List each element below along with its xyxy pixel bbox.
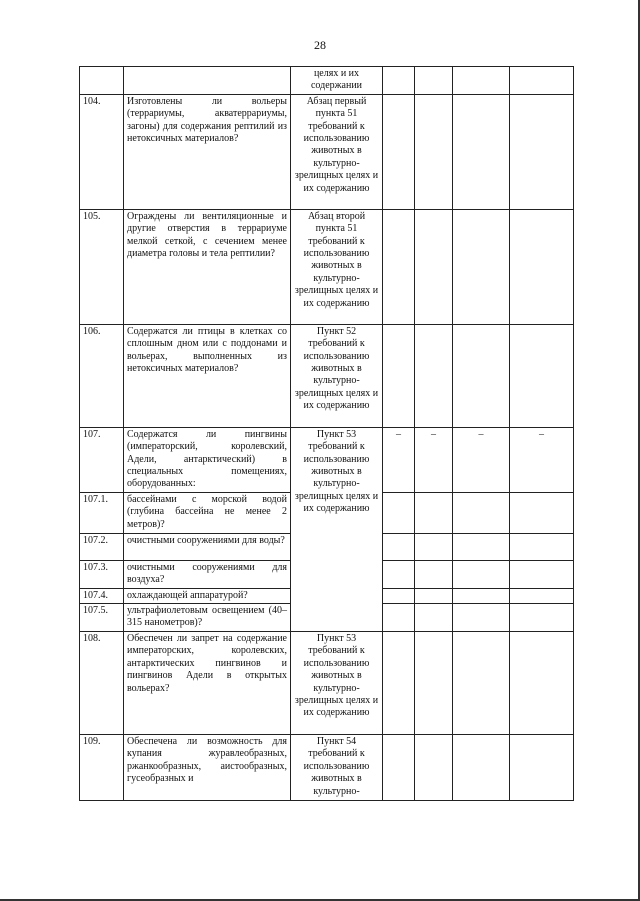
row-number: 107.2. — [80, 533, 124, 560]
answer-yes-cell[interactable] — [383, 734, 415, 800]
answer-no-cell: – — [415, 427, 453, 492]
row-number: 109. — [80, 734, 124, 800]
answer-na-cell[interactable] — [453, 604, 510, 632]
question-text: Обеспечена ли возможность для купания журавлеобразных, ржанкообразных, аистообразных, гусеобразных и — [124, 734, 291, 800]
comment-cell[interactable] — [510, 94, 574, 209]
answer-na-cell[interactable] — [453, 734, 510, 800]
row-number: 106. — [80, 324, 124, 427]
answer-no-cell[interactable] — [415, 631, 453, 734]
row-number: 108. — [80, 631, 124, 734]
requirement-reference: Абзац первый пункта 51 требований к использованию животных в культурно-зрелищных целях и их содержанию — [291, 94, 383, 209]
answer-na-cell[interactable] — [453, 67, 510, 95]
row-number: 107.3. — [80, 560, 124, 588]
answer-yes-cell[interactable] — [383, 604, 415, 632]
question-text — [124, 67, 291, 95]
row-number: 107. — [80, 427, 124, 492]
answer-no-cell[interactable] — [415, 209, 453, 324]
comment-cell[interactable] — [510, 533, 574, 560]
requirement-reference: целях и их содержании — [291, 67, 383, 95]
question-text: ультрафиолетовым освещением (40–315 нанометров)? — [124, 604, 291, 632]
requirement-reference: Пункт 54 требований к использованию животных в культурно- — [291, 734, 383, 800]
row-number: 104. — [80, 94, 124, 209]
answer-yes-cell[interactable] — [383, 67, 415, 95]
question-text: очистными сооружениями для воздуха? — [124, 560, 291, 588]
table-row — [80, 631, 574, 734]
answer-yes-cell[interactable] — [383, 94, 415, 209]
comment-cell[interactable] — [510, 631, 574, 734]
question-text: Содержатся ли птицы в клетках со сплошным дном или с поддонами и вольерах, выполненных из нетоксичных материалов? — [124, 324, 291, 427]
row-number: 107.4. — [80, 588, 124, 603]
answer-yes-cell[interactable] — [383, 588, 415, 603]
answer-no-cell[interactable] — [415, 67, 453, 95]
answer-na-cell[interactable] — [453, 324, 510, 427]
comment-cell[interactable] — [510, 67, 574, 95]
answer-na-cell[interactable] — [453, 209, 510, 324]
row-number — [80, 67, 124, 95]
answer-na-cell[interactable] — [453, 533, 510, 560]
requirement-reference: Пункт 52 требований к использованию животных в культурно-зрелищных целях и их содержанию — [291, 324, 383, 427]
answer-na-cell: – — [453, 427, 510, 492]
answer-na-cell[interactable] — [453, 492, 510, 533]
comment-cell[interactable] — [510, 209, 574, 324]
comment-cell: – — [510, 427, 574, 492]
answer-no-cell[interactable] — [415, 734, 453, 800]
answer-no-cell[interactable] — [415, 492, 453, 533]
question-text: бассейнами с морской водой (глубина бассейна не менее 2 метров)? — [124, 492, 291, 533]
question-text: очистными сооружениями для воды? — [124, 533, 291, 560]
answer-no-cell[interactable] — [415, 604, 453, 632]
answer-na-cell[interactable] — [453, 631, 510, 734]
table-row — [80, 324, 574, 427]
question-text: Изготовлены ли вольеры (террариумы, акватеррариумы, загоны) для содержания рептилий из нетоксичных материалов? — [124, 94, 291, 209]
table-row — [80, 209, 574, 324]
answer-no-cell[interactable] — [415, 324, 453, 427]
answer-yes-cell: – — [383, 427, 415, 492]
question-text: Ограждены ли вентиляционные и другие отверстия в террариуме мелкой сеткой, с сечением менее диаметра головы и тела рептилии? — [124, 209, 291, 324]
page-number: 28 — [314, 38, 326, 52]
table-row — [80, 94, 574, 209]
question-text: Обеспечен ли запрет на содержание императорских, королевских, антарктических пингвинов и пингвинов Адели в открытых вольерах? — [124, 631, 291, 734]
row-number: 107.5. — [80, 604, 124, 632]
question-text: охлаждающей аппаратурой? — [124, 588, 291, 603]
table-row — [80, 427, 574, 492]
answer-yes-cell[interactable] — [383, 533, 415, 560]
table-row — [80, 734, 574, 800]
answer-na-cell[interactable] — [453, 94, 510, 209]
answer-yes-cell[interactable] — [383, 631, 415, 734]
comment-cell[interactable] — [510, 560, 574, 588]
answer-no-cell[interactable] — [415, 533, 453, 560]
comment-cell[interactable] — [510, 734, 574, 800]
question-text: Содержатся ли пингвины (императорский, королевский, Адели, антарктический) в специальных помещениях, оборудованных: — [124, 427, 291, 492]
answer-no-cell[interactable] — [415, 560, 453, 588]
answer-na-cell[interactable] — [453, 560, 510, 588]
requirement-reference: Абзац второй пункта 51 требований к использованию животных в культурно-зрелищных целях и их содержанию — [291, 209, 383, 324]
row-number: 105. — [80, 209, 124, 324]
answer-yes-cell[interactable] — [383, 560, 415, 588]
answer-yes-cell[interactable] — [383, 324, 415, 427]
answer-na-cell[interactable] — [453, 588, 510, 603]
checklist-table — [79, 66, 574, 801]
requirement-reference: Пункт 53 требований к использованию животных в культурно-зрелищных целях и их содержанию — [291, 427, 383, 631]
table-row — [80, 67, 574, 95]
answer-no-cell[interactable] — [415, 588, 453, 603]
comment-cell[interactable] — [510, 588, 574, 603]
comment-cell[interactable] — [510, 492, 574, 533]
answer-no-cell[interactable] — [415, 94, 453, 209]
comment-cell[interactable] — [510, 604, 574, 632]
comment-cell[interactable] — [510, 324, 574, 427]
requirement-reference: Пункт 53 требований к использованию животных в культурно-зрелищных целях и их содержанию — [291, 631, 383, 734]
answer-yes-cell[interactable] — [383, 209, 415, 324]
row-number: 107.1. — [80, 492, 124, 533]
answer-yes-cell[interactable] — [383, 492, 415, 533]
